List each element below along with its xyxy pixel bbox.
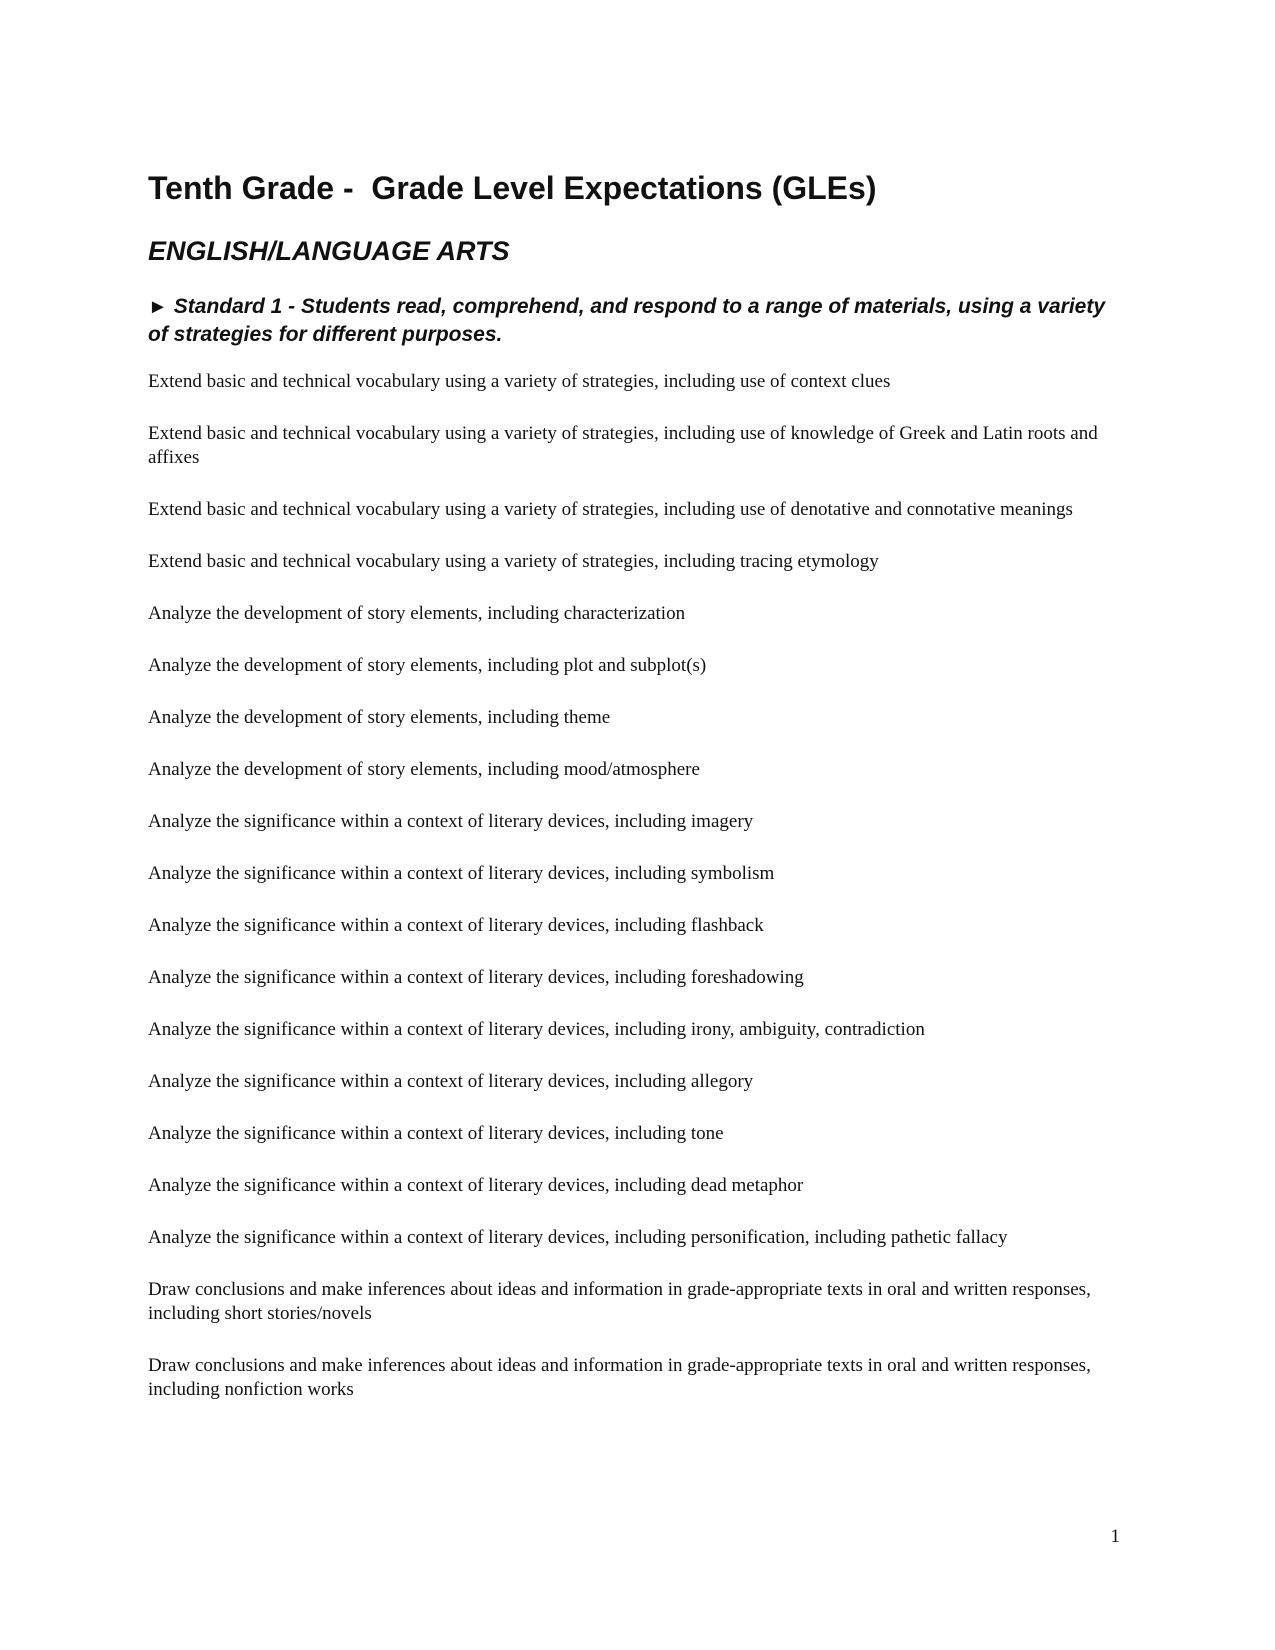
gle-item: Analyze the significance within a context of literary devices, including irony, ambiguity, contradiction xyxy=(148,1019,925,1040)
gle-item: Analyze the significance within a context of literary devices, including allegory xyxy=(148,1071,754,1092)
gle-item: Analyze the development of story elements, including plot and subplot(s) xyxy=(148,655,707,676)
gle-item: Draw conclusions and make inferences about ideas and information in grade-appropriate texts in oral and written responses, including short stories/novels xyxy=(148,1279,1091,1324)
gle-item: Extend basic and technical vocabulary using a variety of strategies, including use of knowledge of Greek and Latin roots and affixes xyxy=(148,423,1098,468)
gle-item: Analyze the significance within a context of literary devices, including foreshadowing xyxy=(148,967,804,988)
gle-item: Analyze the significance within a context of literary devices, including tone xyxy=(148,1123,724,1144)
document-body xyxy=(148,168,1113,1430)
gle-item: Analyze the significance within a context of literary devices, including personification, including pathetic fallacy xyxy=(148,1227,1008,1248)
gle-item: Analyze the significance within a context of literary devices, including flashback xyxy=(148,915,764,936)
gle-list xyxy=(148,370,1113,1402)
standard-text: Standard 1 - Students read, comprehend, and respond to a range of materials, using a variety of strategies for different purposes. xyxy=(148,295,1106,346)
page-number: 1 xyxy=(1110,1526,1120,1547)
gle-item: Analyze the significance within a context of literary devices, including symbolism xyxy=(148,863,775,884)
gle-item: Analyze the significance within a context of literary devices, including dead metaphor xyxy=(148,1175,804,1196)
page-title: Tenth Grade - Grade Level Expectations (GLEs) xyxy=(148,170,877,206)
gle-item: Analyze the significance within a context of literary devices, including imagery xyxy=(148,811,754,832)
gle-item: Analyze the development of story elements, including theme xyxy=(148,707,611,728)
gle-item: Extend basic and technical vocabulary using a variety of strategies, including use of context clues xyxy=(148,371,891,392)
gle-item: Draw conclusions and make inferences about ideas and information in grade-appropriate texts in oral and written responses, including nonfiction works xyxy=(148,1355,1091,1400)
gle-item: Analyze the development of story elements, including characterization xyxy=(148,603,686,624)
triangle-bullet-icon: ► xyxy=(148,296,168,318)
gle-item: Analyze the development of story elements, including mood/atmosphere xyxy=(148,759,700,780)
standard-heading xyxy=(148,293,1113,348)
gle-item: Extend basic and technical vocabulary using a variety of strategies, including tracing etymology xyxy=(148,551,879,572)
gle-item: Extend basic and technical vocabulary using a variety of strategies, including use of denotative and connotative meanings xyxy=(148,499,1073,520)
subject-heading: ENGLISH/LANGUAGE ARTS xyxy=(148,236,510,266)
